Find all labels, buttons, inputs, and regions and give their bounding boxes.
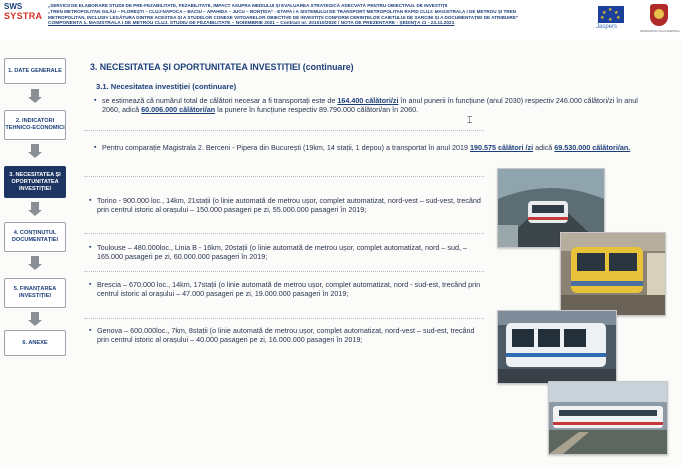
p1-text-c: în anul punerii în funcțiune (anul 2030) respectiv 246.000 călători/zi în anul 2060, adică	[102, 96, 638, 115]
p1-text-a: se estimează că numărul total de călători necesar a fi transportați este de	[102, 96, 338, 105]
comparison-paragraph	[94, 143, 642, 152]
bullet-icon: ▪	[94, 144, 97, 151]
eu-flag-icon: ★ ★ ★ ★ ★ ★	[598, 6, 624, 23]
city-text: Genova – 600.000loc., 7km, 8stații (o linie automată de metrou ușor, complet automatizat, nord-vest – sud-est, trecând prin centrul istoric al orașului – 40.000 pasageri pe zi, 16.000.000 pasageri în 2019;	[97, 326, 475, 345]
nav-item-indicatori[interactable]: 2. INDICATORI TEHNICO-ECONOMICI	[4, 110, 66, 140]
p1-highlight-yearly: 60.006.000 călători/an	[141, 105, 216, 115]
crest-label: MUNICIPIUL CLUJ-NAPOCA	[640, 29, 680, 33]
section-subtitle: 3.1. Necesitatea investiției (continuare)	[96, 82, 237, 91]
nav-item-continutul[interactable]: 4. CONȚINUTUL DOCUMENTAȚIEI	[4, 222, 66, 252]
jaspers-logo: Jaspers	[596, 24, 618, 30]
p2-text-a: Pentru comparație Magistrala 2. Berceni - Pipera din București (19km, 14 stații, 1 depou) a transportat în anul 2019	[102, 143, 470, 152]
divider	[84, 271, 484, 272]
bullet-icon: ▪	[89, 244, 92, 251]
city-item-toulouse	[89, 243, 485, 262]
divider	[84, 130, 484, 131]
city-text: Toulouse – 480.000loc., Linia B - 16km, 20stații (o linie automată de metrou ușor, complet automatizat, nord – sud, – 165.000 pasageri pe zi, 60.000.000 pasageri în 2019;	[97, 243, 467, 262]
slide-header	[0, 0, 682, 40]
city-item-brescia	[89, 280, 485, 299]
bullet-icon: ▪	[89, 327, 92, 334]
down-arrow-icon	[31, 144, 39, 152]
down-arrow-icon	[31, 202, 39, 210]
bullet-icon: ▪	[89, 281, 92, 288]
bullet-icon: ▪	[94, 97, 97, 104]
sws-systra-logo	[4, 2, 42, 26]
down-arrow-icon	[31, 256, 39, 264]
nav-item-necesitatea[interactable]: 3. NECESITATEA ȘI OPORTUNITATEA INVESTIȚIEI	[4, 166, 66, 198]
project-header-text	[48, 3, 568, 27]
metro-photo-brescia	[497, 310, 617, 384]
city-item-genova	[89, 326, 485, 345]
header-line-4: COMPONENTA 1. MAGISTRALA I DE METROU CLUJ. STUDIU DE FEZABILITATE – NOIEMBRIE 2021 – Contract nr. 201010/2020 / NOTA DE PREZENTARE - ȘEDINȚA CI - 23.11.2021	[48, 21, 455, 26]
down-arrow-icon	[31, 89, 39, 97]
mouse-cursor-icon: ⌶	[467, 115, 473, 125]
header-line-1: „SERVICII DE ELABORARE STUDII DE PRE-FEZABILITATE, FEZABILITATE, IMPACT ASUPRA MEDIULUI ȘI EVALUAREA STRATEGICĂ ADECVATĂ PENTRU OBIECTIVUL DE INVESTIȚII	[48, 3, 448, 8]
metro-photo-toulouse	[560, 232, 666, 316]
section-title: 3. NECESITATEA ȘI OPORTUNITATEA INVESTIȚIEI (continuare)	[90, 62, 354, 72]
p1-highlight-daily: 164.400 călători/zi	[337, 96, 399, 105]
nav-item-date-generale[interactable]: 1. DATE GENERALE	[4, 58, 66, 84]
metro-photo-genova	[548, 381, 668, 455]
divider	[84, 233, 484, 234]
nav-item-anexe[interactable]: 6. ANEXE	[4, 330, 66, 356]
bullet-icon: ▪	[89, 197, 92, 204]
logo-sws-text: SWS	[4, 2, 23, 11]
city-crest-icon	[650, 4, 668, 26]
nav-item-finantarea[interactable]: 5. FINANȚAREA INVESTIȚIEI	[4, 278, 66, 308]
header-line-2: „TREN METROPOLITAN GILĂU – FLOREȘTI – CLUJ-NAPOCA – BACIU – APAHIDA – JUCU – BONȚIDA” - ETAPA I A SISTEMULUI DE TRANSPORT METROPOLITAN RAPID CLUJ: MAGISTRALA I DE METROU ȘI TREN	[48, 9, 516, 14]
city-item-torino	[89, 196, 485, 215]
city-text: Torino - 900.000 loc., 14km, 21stații (o linie automată de metrou ușor, complet automatizat, nord-vest – sud-vest, trecând prin centrul istoric al orașului – 150.000 pasageri pe zi, 55.000.000 pasageri în 2019;	[97, 196, 481, 215]
p1-text-e: la punere în funcțiune respectiv 89.790.000 călători/an în 2060.	[215, 105, 419, 115]
header-line-3: METROPOLITAN, INCLUSIV LEGĂTURA DINTRE ACESTEA ȘI A STUDIILOR CONEXE VIITOARELOR OBIECTIVE DE INVESTIȚII CONFORM CERINȚELOR CAIETULUI DE SARCINI ȘI A DOCUMENTAȚIEI DE ATRIBUIRE”	[48, 15, 519, 20]
divider	[84, 176, 484, 177]
estimate-paragraph	[94, 96, 642, 115]
p2-highlight-daily: 190.575 călători /zi	[469, 143, 534, 152]
p2-highlight-yearly: 69.530.000 călători/an.	[554, 143, 631, 152]
p2-text-c: adică	[533, 143, 555, 152]
city-text: Brescia – 670.000 loc., 14km, 17stații (o linie automată de metrou ușor, complet automatizat, nord - sud-est, trecând prin centrul istoric al orașului – 47.000 pasageri pe zi, 19.000.000 pasageri în 2019;	[97, 280, 481, 299]
divider	[84, 318, 484, 319]
down-arrow-icon	[31, 312, 39, 320]
logo-systra-text: SYSTRA	[4, 11, 43, 21]
